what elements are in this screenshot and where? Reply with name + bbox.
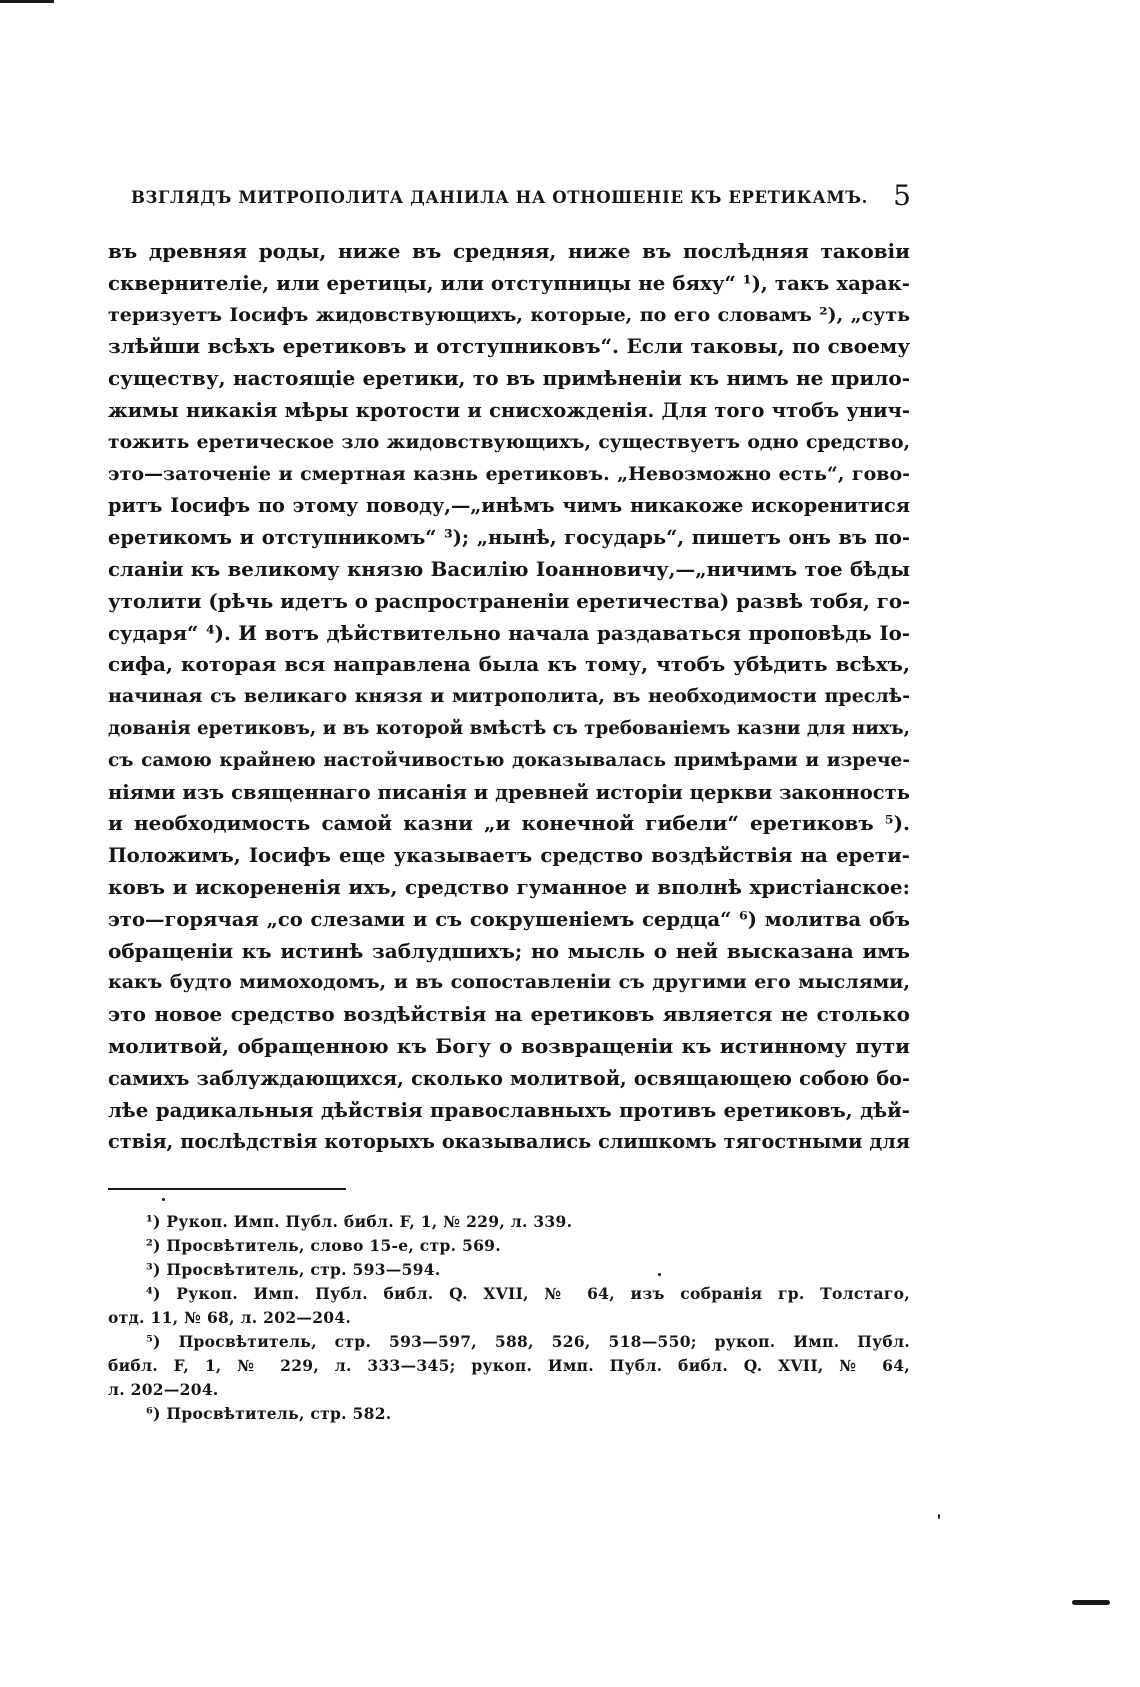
body-line: это—заточеніе и смертная казнь еретиковъ. „Невозможно есть“, гово- <box>108 462 910 485</box>
body-line: сквернителіе, или еретицы, или отступницы не бяху“ ¹), такъ харак- <box>108 270 910 295</box>
body-line: сланіи къ великому князю Василію Іоанновичу,—„ничимъ тое бѣды <box>108 556 910 581</box>
footnote-2: ²) Просвѣтитель, слово 15-е, стр. 569. <box>146 1236 501 1255</box>
body-line: дованія еретиковъ, и въ которой вмѣстѣ съ требованіемъ казни для нихъ, <box>108 717 910 739</box>
body-line: сифа, которая вся направлена была къ тому, чтобъ убѣдить всѣхъ, <box>108 652 910 677</box>
body-line: ритъ Іосифъ по этому поводу,—„инѣмъ чимъ никакоже искоренитися <box>108 494 910 518</box>
body-line: существу, настоящіе еретики, то въ примѣненіи къ нимъ не прило- <box>108 366 910 391</box>
scan-edge-blot <box>1072 1600 1110 1605</box>
footnote-1: ¹) Рукоп. Имп. Публ. библ. F, 1, № 229, л. 339. <box>146 1212 573 1231</box>
footnote-4: ⁴) Рукоп. Имп. Публ. библ. Q. XVII, № 64, изъ собранія гр. Толстаго, <box>146 1284 910 1303</box>
footnote-6: ⁶) Просвѣтитель, стр. 582. <box>146 1404 392 1423</box>
body-line: теризуетъ Іосифъ жидовствующихъ, которые, по его словамъ ²), „суть <box>108 303 910 326</box>
body-line: самихъ заблуждающихся, сколько молитвой, освящающею собою бо- <box>108 1066 910 1090</box>
body-line: это новое средство воздѣйствія на еретиковъ является не столько <box>108 1002 910 1027</box>
body-line: и необходимость самой казни „и конечной гибели“ еретиковъ ⁵). <box>108 811 910 836</box>
body-line: Положимъ, Іосифъ еще указываетъ средство воздѣйствія на ерети- <box>108 843 910 868</box>
body-line: въ древняя роды, ниже въ средняя, ниже въ послѣдняя таковіи <box>108 239 910 263</box>
footnote-5-continued: л. 202—204. <box>108 1380 219 1399</box>
body-line: утолити (рѣчь идетъ о распространеніи еретичества) развѣ тобя, го- <box>108 588 911 613</box>
footnote-3: ³) Просвѣтитель, стр. 593—594. <box>146 1260 441 1279</box>
footnotes <box>108 1210 910 1426</box>
scan-speck <box>162 1198 165 1201</box>
page-number: 5 <box>893 179 911 212</box>
body-line: ковъ и искорененія ихъ, средство гуманное и вполнѣ христіанское: <box>108 874 910 899</box>
body-line: начиная съ великаго князя и митрополита, въ необходимости преслѣ- <box>108 685 910 708</box>
body-line: это—горячая „со слезами и съ сокрушеніемъ сердца“ ⁶) молитва объ <box>108 907 910 931</box>
footnote-5: ⁵) Просвѣтитель, стр. 593—597, 588, 526, 518—550; рукоп. Имп. Публ. <box>146 1332 910 1351</box>
body-line: молитвой, обращенною къ Богу о возвращеніи къ истинному пути <box>108 1033 910 1058</box>
body-line: жимы никакія мѣры кротости и снисхожденія. Для того чтобъ унич- <box>108 398 910 422</box>
body-line: ніями изъ священнаго писанія и древней исторіи церкви законность <box>108 780 910 804</box>
footnote-4-continued: отд. 11, № 68, л. 202—204. <box>108 1308 352 1327</box>
body-line: съ самою крайнею настойчивостью доказывалась примѣрами и изрече- <box>108 749 910 771</box>
body-line: еретикомъ и отступникомъ“ ³); „нынѣ, государь“, пишетъ онъ въ по- <box>108 526 910 550</box>
footnote-5-continued: библ. F, 1, № 229, л. 333—345; рукоп. Имп. Публ. библ. Q. XVII, № 64, <box>108 1356 910 1375</box>
body-line: сударя“ ⁴). И вотъ дѣйствительно начала раздаваться проповѣдь Іо- <box>108 620 910 645</box>
body-line: ствія, послѣдствія которыхъ оказывались слишкомъ тягостными для <box>108 1130 910 1154</box>
scan-speck <box>938 1514 940 1519</box>
running-head-title: ВЗГЛЯДЪ МИТРОПОЛИТА ДАНІИЛА НА ОТНОШЕНІЕ КЪ ЕРЕТИКАМЪ. <box>131 188 868 207</box>
footnote-separator-rule <box>108 1188 346 1190</box>
body-line: злѣйши всѣхъ еретиковъ и отступниковъ“. Если таковы, по своему <box>108 334 910 359</box>
body-text <box>108 236 910 1158</box>
running-head <box>131 179 911 213</box>
scan-speck <box>658 1273 661 1276</box>
body-line: какъ будто мимоходомъ, и въ сопоставленіи съ другими его мыслями, <box>108 971 910 994</box>
body-line: обращеніи къ истинѣ заблудшихъ; но мысль о ней высказана имъ <box>108 938 910 963</box>
body-line: лѣе радикальныя дѣйствія православныхъ противъ еретиковъ, дѣй- <box>108 1097 910 1122</box>
body-line: тожить еретическое зло жидовствующихъ, существуетъ одно средство, <box>108 430 910 453</box>
